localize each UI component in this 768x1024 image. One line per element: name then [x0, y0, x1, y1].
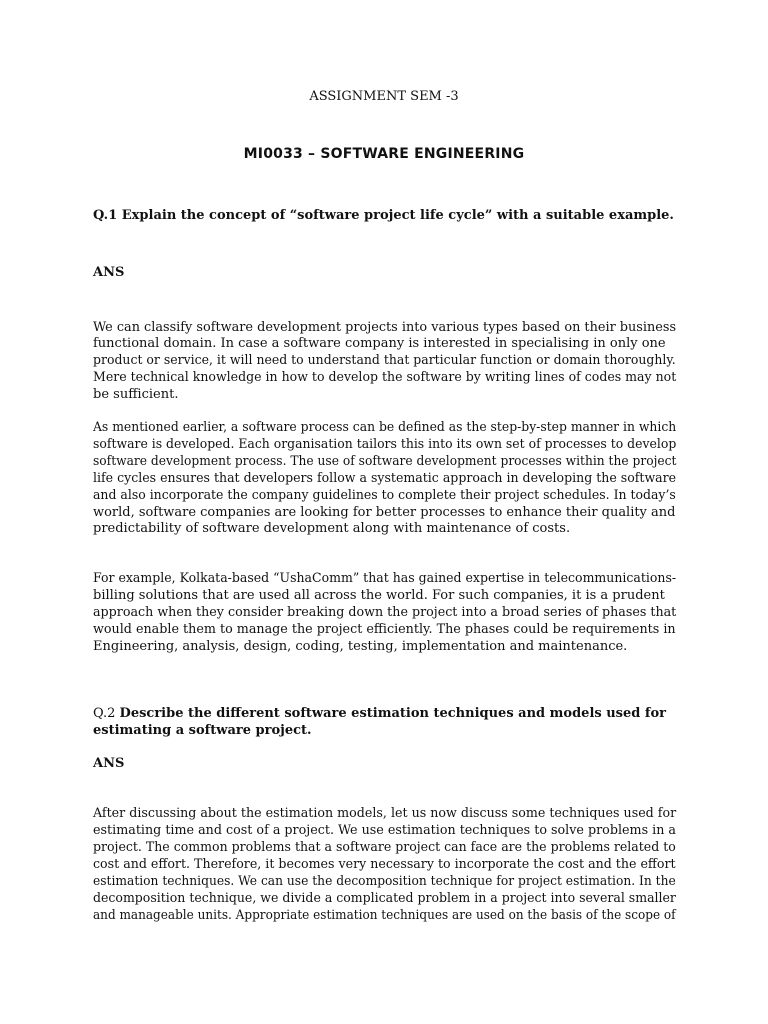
paragraph-line: project. The common problems that a software project can face are the problems related to	[93, 840, 676, 855]
paragraph-line: and also incorporate the company guidelines to complete their project schedules. In today’s	[93, 488, 676, 503]
paragraph-line: After discussing about the estimation models, let us now discuss some techniques used for	[93, 806, 677, 821]
paragraph-line: product or service, it will need to understand that particular function or domain thoroughly.	[93, 353, 676, 368]
paragraph-line: decomposition technique, we divide a complicated problem in a project into several smaller	[93, 891, 676, 906]
paragraph-line: be sufficient.	[93, 387, 179, 402]
paragraph-line: As mentioned earlier, a software process can be defined as the step-by-step manner in which	[93, 420, 677, 435]
paragraph-line: software development process. The use of software development processes within the project	[93, 454, 677, 469]
paragraph-line: would enable them to manage the project efficiently. The phases could be requirements in	[93, 622, 676, 637]
paragraph-line: software is developed. Each organisation tailors this into its own set of processes to develop	[93, 437, 677, 452]
q1-question: Q.1 Explain the concept of “software project life cycle” with a suitable example.	[93, 208, 674, 223]
paragraph-line: estimating time and cost of a project. We use estimation techniques to solve problems in a	[93, 823, 676, 838]
paragraph-line: estimation techniques. We can use the decomposition technique for project estimation. In the	[93, 874, 676, 889]
paragraph-line: and manageable units. Appropriate estimation techniques are used on the basis of the scope of	[93, 908, 676, 923]
paragraph-line: billing solutions that are used all across the world. For such companies, it is a prudent	[93, 588, 665, 603]
course-title: MI0033 – SOFTWARE ENGINEERING	[243, 146, 525, 162]
q2-question-text: Describe the different software estimation techniques and models used for	[119, 706, 666, 721]
paragraph-line: We can classify software development projects into various types based on their business	[93, 320, 677, 335]
paragraph-line: Mere technical knowledge in how to develop the software by writing lines of codes may not	[93, 370, 677, 385]
q2-question-continued: estimating a software project.	[93, 723, 312, 738]
paragraph-line: cost and effort. Therefore, it becomes very necessary to incorporate the cost and the effort	[93, 857, 676, 872]
q2-number: Q.2	[93, 706, 120, 721]
q2-ans-label: ANS	[93, 756, 125, 771]
paragraph-line: world, software companies are looking for better processes to enhance their quality and	[93, 505, 676, 520]
paragraph-line: functional domain. In case a software company is interested in specialising in only one	[93, 336, 666, 351]
assignment-title: ASSIGNMENT SEM -3	[309, 89, 459, 104]
paragraph-line: approach when they consider breaking down the project into a broad series of phases that	[93, 605, 677, 620]
paragraph-line: life cycles ensures that developers follow a systematic approach in developing the software	[93, 471, 677, 486]
q2-question	[93, 706, 666, 722]
paragraph-line: Engineering, analysis, design, coding, testing, implementation and maintenance.	[93, 639, 628, 654]
q1-ans-label: ANS	[93, 265, 125, 280]
paragraph-line: For example, Kolkata-based “UshaComm” that has gained expertise in telecommunications-	[93, 571, 677, 586]
paragraph-line: predictability of software development along with maintenance of costs.	[93, 521, 571, 536]
